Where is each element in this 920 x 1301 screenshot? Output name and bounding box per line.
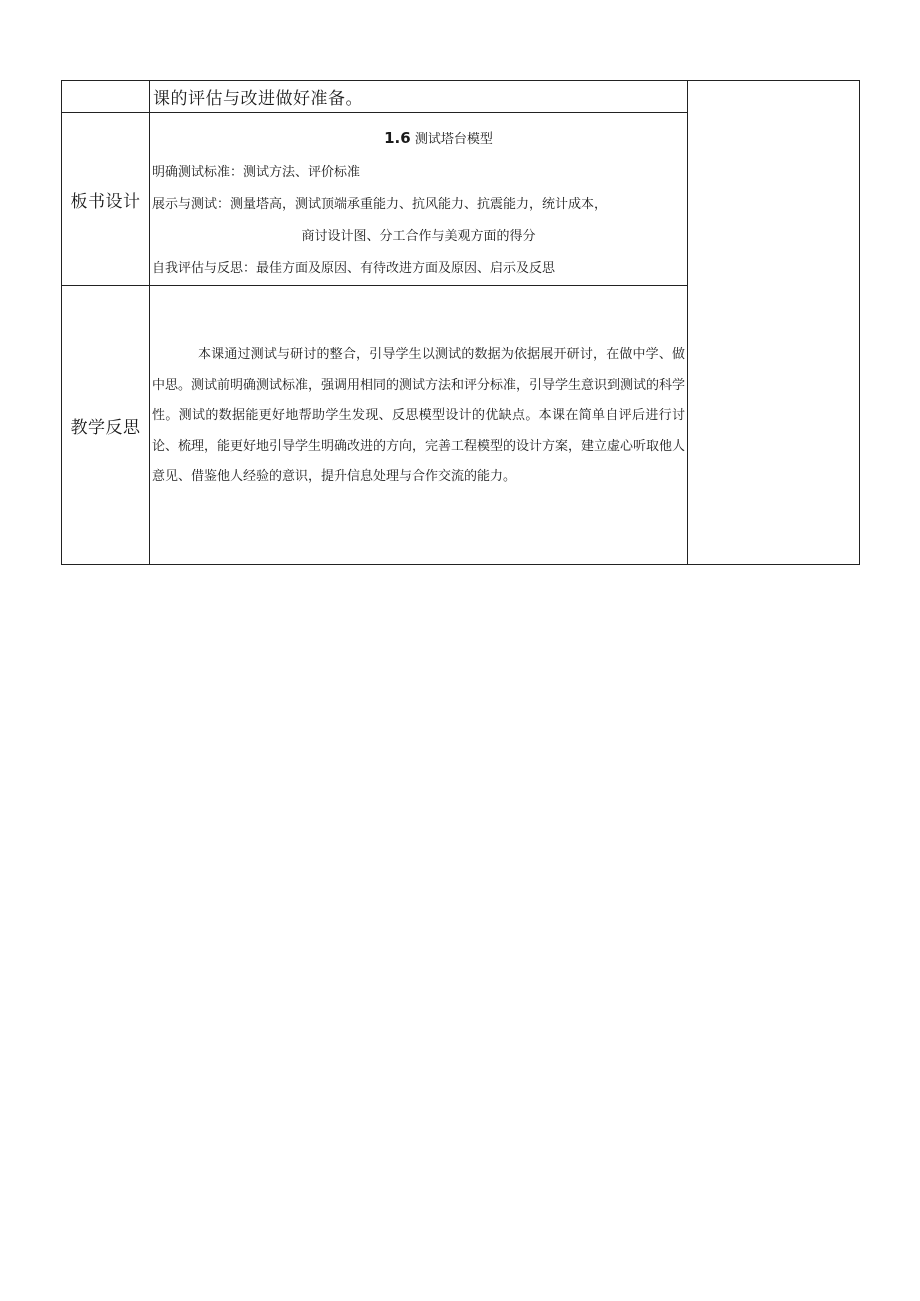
empty-label-cell	[62, 81, 150, 113]
board-line-standards: 明确测试标准：测试方法、评价标准	[152, 165, 361, 180]
board-line-discussion: 商讨设计图、分工合作与美观方面的得分	[301, 229, 536, 244]
board-design-label: 板书设计	[70, 191, 141, 212]
board-title-text: 测试塔台模型	[414, 132, 493, 147]
teaching-reflection-label: 教学反思	[70, 417, 141, 438]
board-design-label-cell	[62, 113, 150, 286]
continuation-cell	[150, 81, 688, 113]
board-design-content-cell	[150, 113, 688, 286]
board-line-self-evaluation: 自我评估与反思：最佳方面及原因、有待改进方面及原因、启示及反思	[152, 261, 556, 276]
board-title-number: 1.6	[384, 129, 411, 147]
right-empty-column	[688, 81, 860, 565]
board-line-testing: 展示与测试：测量塔高，测试顶端承重能力、抗风能力、抗震能力，统计成本，	[152, 197, 608, 212]
board-design-content	[150, 113, 687, 285]
continuation-text: 课的评估与改进做好准备。	[153, 89, 363, 109]
lesson-plan-table	[61, 80, 860, 565]
teaching-reflection-label-cell	[62, 286, 150, 565]
teaching-reflection-paragraph: 本课通过测试与研讨的整合，引导学生以测试的数据为依据展开研讨，在做中学、做中思。测试前明确测试标准，强调用相同的测试方法和评分标准，引导学生意识到测试的科学性。测试的数据能更好地帮助学生发现、反思模型设计的优缺点。本课在简单自评后进行讨论、梳理，能更好地引导学生明确改进的方向，完善工程模型的设计方案，建立虚心听取他人意见、借鉴他人经验的意识，提升信息处理与合作交流的能力。	[152, 347, 686, 484]
teaching-reflection-content-cell	[150, 286, 688, 565]
table-row-continuation	[62, 81, 860, 113]
board-title	[192, 127, 685, 151]
